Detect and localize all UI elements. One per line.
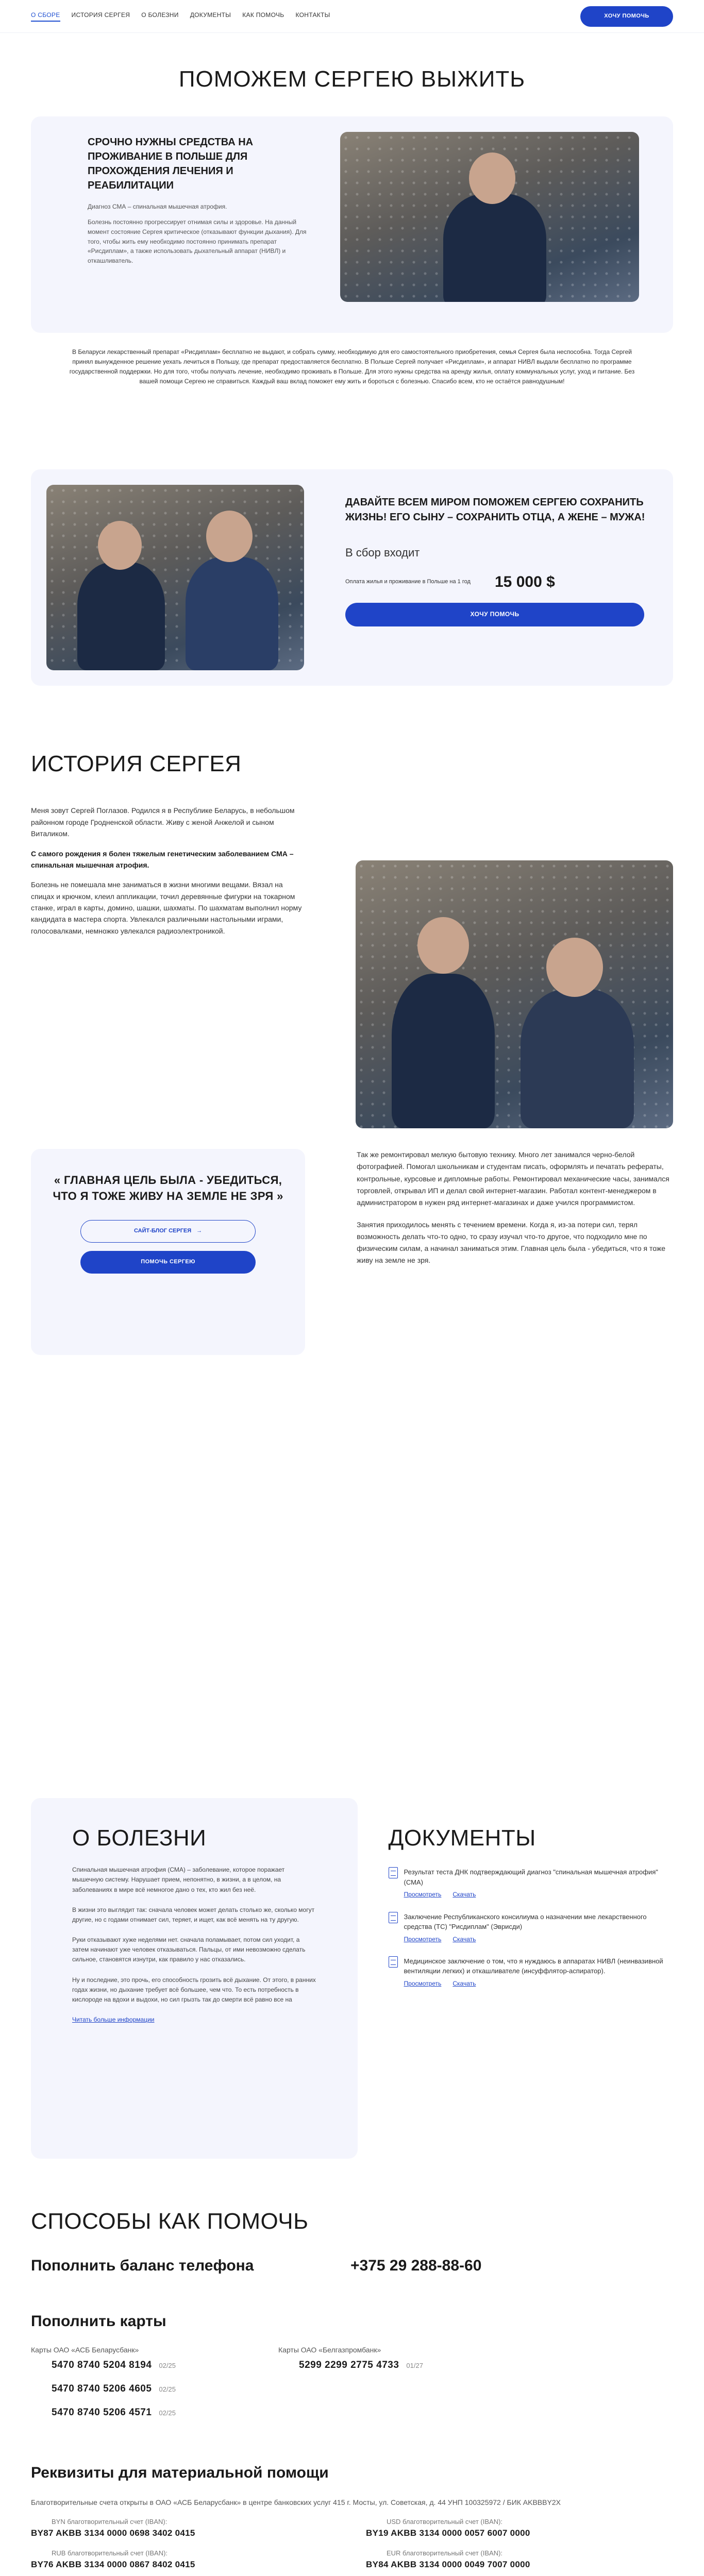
disease-more-link[interactable]: Читать больше информации: [72, 2016, 155, 2024]
belgazprombank-cards: [278, 2345, 495, 2429]
iban-eur: BY84 AKBB 3134 0000 0049 7007 0000: [366, 2560, 530, 2570]
cards-title: Пополнить карты: [31, 2312, 166, 2330]
download-link[interactable]: Скачать: [452, 1891, 476, 1899]
history-goal: Занятия приходилось менять с течением времени. Когда я, из-за потери сил, терял возможность делать что-то одно, то сразу изучал что-то другое, что подходило мне по физическим силам, а начинал заниматься этим. Главная цель была - убедиться, что я тоже живу на земле не зря.: [357, 1220, 666, 1265]
card-row: [31, 2382, 247, 2396]
arrow-right-icon: →: [196, 1227, 203, 1234]
iban-label: EUR благотворительный счет (IBAN):: [387, 2549, 503, 2557]
goal-amount: 15 000 $: [495, 573, 555, 591]
download-link[interactable]: Скачать: [452, 1935, 476, 1943]
card-number: 5299 2299 2775 4733: [299, 2360, 399, 2371]
nav-link-history[interactable]: ИСТОРИЯ СЕРГЕЯ: [71, 11, 130, 19]
history-hobbies: Болезнь не помешала мне заниматься в жизни многими вещами. Вязал на спицах и крючком, клеил аппликации, точил деревянные фигурки на токарном станке, играл в карты, домино, шашки, шахматы. По шахматам выполнил норму кандидата в мастера спорта. Увлекался различными настольными играми, голосовалками, немножко увлекался радиоэлектроникой.: [31, 880, 302, 935]
requisites-intro: Благотворительные счета открыты в ОАО «АСБ Беларусбанк» в центре банковских услуг 415 г. Мосты, ул. Советская, д. 44 УНП 100325972 / БИК AKBBBY2X: [31, 2498, 561, 2506]
documents-title: ДОКУМЕНТЫ: [388, 1825, 536, 1851]
top-navbar: [0, 0, 704, 33]
card-expiry: 02/25: [159, 2409, 176, 2417]
documents-section: [389, 1798, 673, 2159]
disease-p4: Ну и последние, это прочь, его способность грозить всё дыхание. От этого, в ранних годах жизни, но дыхание требует всё большее, чем что. То есть потребность в кислороде на вдохи и выдохи, но сил грызть так до смерти всё равно все на: [72, 1976, 316, 2004]
history-intro: Меня зовут Сергей Поглазов. Родился я в Республике Беларусь, в небольшом районном городе Гродненской области. Живу с женой Анжелой и сыном Виталиком.: [31, 806, 295, 838]
document-item: [389, 1912, 673, 1944]
help-title: СПОСОБЫ КАК ПОМОЧЬ: [31, 2209, 309, 2234]
history-more: Так же ремонтировал мелкую бытовую технику. Много лет занимался черно-белой фотографией. Помогал школьникам и студентам писать, оформлять и печатать рефераты, контрольные, курсовые и дипломные работы. Ремонтировал механические часы, занимался торговлей, открывал ИП и делал свой интернет-магазин. Работал контент-менеджером в администратором в нужен ряд интернет-магазинах и даже учился программистом.: [357, 1150, 669, 1207]
phone-topup-label: Пополнить баланс телефона: [31, 2257, 254, 2275]
hero-title: ПОМОЖЕМ СЕРГЕЮ ВЫЖИТЬ: [178, 66, 526, 92]
nav-link-how-to-help[interactable]: КАК ПОМОЧЬ: [242, 11, 284, 19]
history-section: [0, 686, 704, 1355]
download-link[interactable]: Скачать: [452, 1979, 476, 1987]
history-diagnosis: С самого рождения я болен тяжелым генетическим заболеванием СМА – спинальная мышечная атрофия.: [31, 849, 294, 869]
phone-topup-number: +375 29 288-88-60: [350, 2257, 482, 2275]
donate-heading: ДАВАЙТЕ ВСЕМ МИРОМ ПОМОЖЕМ СЕРГЕЮ СОХРАНИТЬ ЖИЗНЬ! ЕГО СЫНУ – СОХРАНИТЬ ОТЦА, А ЖЕНЕ – МУЖА!: [345, 496, 645, 523]
blog-site-button[interactable]: [80, 1220, 256, 1243]
disease-title: О БОЛЕЗНИ: [72, 1825, 207, 1851]
hero-card: [31, 116, 673, 333]
quote-card: [31, 1149, 305, 1355]
hero-description: Болезнь постоянно прогрессирует отнимая силы и здоровье. На данный момент состояние Сергея критическое (отказывают функции дыхания). Для того, чтобы жить ему необходимо постоянно принимать препарат «Рисдиплам», а также использовать дыхательный аппарат (НИВЛ) и откашливатель.: [88, 218, 307, 264]
nav-link-contacts[interactable]: КОНТАКТЫ: [295, 11, 330, 19]
iban-byn: BY87 AKBB 3134 0000 0698 3402 0415: [31, 2528, 195, 2538]
belarusbank-cards: [31, 2345, 247, 2429]
nav-link-documents[interactable]: ДОКУМЕНТЫ: [190, 11, 231, 19]
card-row: [31, 2358, 247, 2372]
card-row: [31, 2405, 247, 2420]
disease-card: [31, 1798, 358, 2159]
disease-p2: В жизни это выглядит так: сначала человек может делать столько же, сколько могут другие, но с годами отнимает сил, теряет, и ищет, как всё менять на ту другую.: [72, 1906, 315, 1923]
card-expiry: 02/25: [159, 2362, 176, 2370]
hero-heading: СРОЧНО НУЖНЫ СРЕДСТВА НА ПРОЖИВАНИЕ В ПОЛЬШЕ ДЛЯ ПРОХОЖДЕНИЯ ЛЕЧЕНИЯ И РЕАБИЛИТАЦИИ: [88, 136, 254, 191]
document-icon: [389, 1912, 398, 1923]
donate-info: [345, 485, 655, 670]
iban-label: RUB благотворительный счет (IBAN):: [52, 2549, 168, 2557]
card-expiry: 02/25: [159, 2385, 176, 2393]
bank-name: Карты ОАО «Белгазпромбанк»: [278, 2346, 381, 2354]
document-item: [389, 1867, 673, 1899]
card-number: 5470 8740 5206 4571: [52, 2406, 152, 2418]
goal-label: Оплата жилья и проживание в Польше на 1 год: [345, 579, 471, 585]
hero-long-text: В Беларуси лекарственный препарат «Рисдиплам» бесплатно не выдают, и собрать сумму, необходимую для его самостоятельного приобретения, семья Сергея была неспособна. Тогда Сергей принял вынужденное решение уехать лечиться в Польшу, где препарат предоставляется бесплатно. В Польше Сергей получает «Рисдиплам», и аппарат НИВЛ выдали бесплатно по программе государственной поддержки. Но для того, чтобы получать лечение, необходимо проживать в Польше. Для этого нужны средства на аренду жилья, оплату коммунальных услуг, уход и питание. Без вашей помощи Сергею не справиться. Каждый ваш вклад поможет ему жить и бороться с болезнью. Спасибо всем, кто не остаётся равнодушным!: [69, 348, 635, 385]
donate-help-button[interactable]: ХОЧУ ПОМОЧЬ: [345, 603, 644, 626]
donate-photo: [46, 485, 304, 670]
blog-site-label: САЙТ-БЛОГ СЕРГЕЯ: [133, 1227, 192, 1234]
card-row: [278, 2358, 495, 2372]
donate-card: [31, 469, 673, 686]
iban-label: BYN благотворительный счет (IBAN):: [52, 2517, 167, 2526]
iban-usd: BY19 AKBB 3134 0000 0057 6007 0000: [366, 2528, 530, 2538]
view-link[interactable]: Просмотреть: [404, 1891, 442, 1899]
document-icon: [389, 1956, 398, 1968]
history-title: ИСТОРИЯ СЕРГЕЯ: [31, 751, 242, 776]
hero-text: [46, 132, 314, 317]
disease-p3: Руки отказывают хуже неделями нет. сначала поламывает, потом сил уходит, а затем начинают уже человек отказываться. Пальцы, от ими невозможно сделать сильное, становятся изнутри, как правило у нас отказались.: [72, 1936, 306, 1963]
document-item: [389, 1956, 673, 1988]
iban-label: USD благотворительный счет (IBAN):: [387, 2517, 503, 2526]
card-number: 5470 8740 5206 4605: [52, 2383, 152, 2394]
header-help-button[interactable]: ХОЧУ ПОМОЧЬ: [580, 6, 673, 27]
quote-text: « ГЛАВНАЯ ЦЕЛЬ БЫЛА - УБЕДИТЬСЯ, ЧТО Я ТОЖЕ ЖИВУ НА ЗЕМЛЕ НЕ ЗРЯ »: [53, 1174, 283, 1203]
hero-photo: [340, 132, 639, 302]
phone-topup-row: [31, 2255, 673, 2277]
goal-row: [345, 571, 655, 594]
document-title: Заключение Республиканского консилиума о назначении мне лекарственного средства (ТС) "Рисдиплам" (Эвриcди): [404, 1912, 647, 1931]
hero-diagnosis: Диагноз СМА – спинальная мышечная атрофия.: [88, 202, 227, 210]
main-nav: [31, 11, 330, 22]
history-photo: [356, 860, 673, 1128]
document-icon: [389, 1867, 398, 1878]
iban-rub: BY76 AKBB 3134 0000 0867 8402 0415: [31, 2560, 195, 2570]
collecting-label: В сбор входит: [345, 546, 420, 559]
document-title: Медицинское заключение о том, что я нуждаюсь в аппаратах НИВЛ (неинвазивной вентиляции легких) и откашливателе (инсуффлятор-аспиратор).: [404, 1957, 663, 1975]
card-expiry: 01/27: [406, 2362, 423, 2370]
disease-p1: Спинальная мышечная атрофия (СМА) – заболевание, которое поражает мышечную систему. Нарушает прием, непонятно, в жизни, а в целом, на заболеваниях в мире всё немногое дано о тех, кто жил без неё.: [72, 1866, 285, 1893]
view-link[interactable]: Просмотреть: [404, 1979, 442, 1987]
help-sergey-button[interactable]: ПОМОЧЬ СЕРГЕЮ: [80, 1251, 256, 1274]
help-section: [0, 2159, 704, 2576]
bank-name: Карты ОАО «АСБ Беларусбанк»: [31, 2346, 139, 2354]
nav-link-disease[interactable]: О БОЛЕЗНИ: [141, 11, 179, 19]
view-link[interactable]: Просмотреть: [404, 1935, 442, 1943]
card-number: 5470 8740 5204 8194: [52, 2360, 152, 2371]
document-title: Результат теста ДНК подтверждающий диагноз "спинальная мышечная атрофия" (СМА): [404, 1868, 658, 1886]
nav-link-about[interactable]: О СБОРЕ: [31, 11, 60, 22]
requisites-title: Реквизиты для материальной помощи: [31, 2464, 329, 2482]
